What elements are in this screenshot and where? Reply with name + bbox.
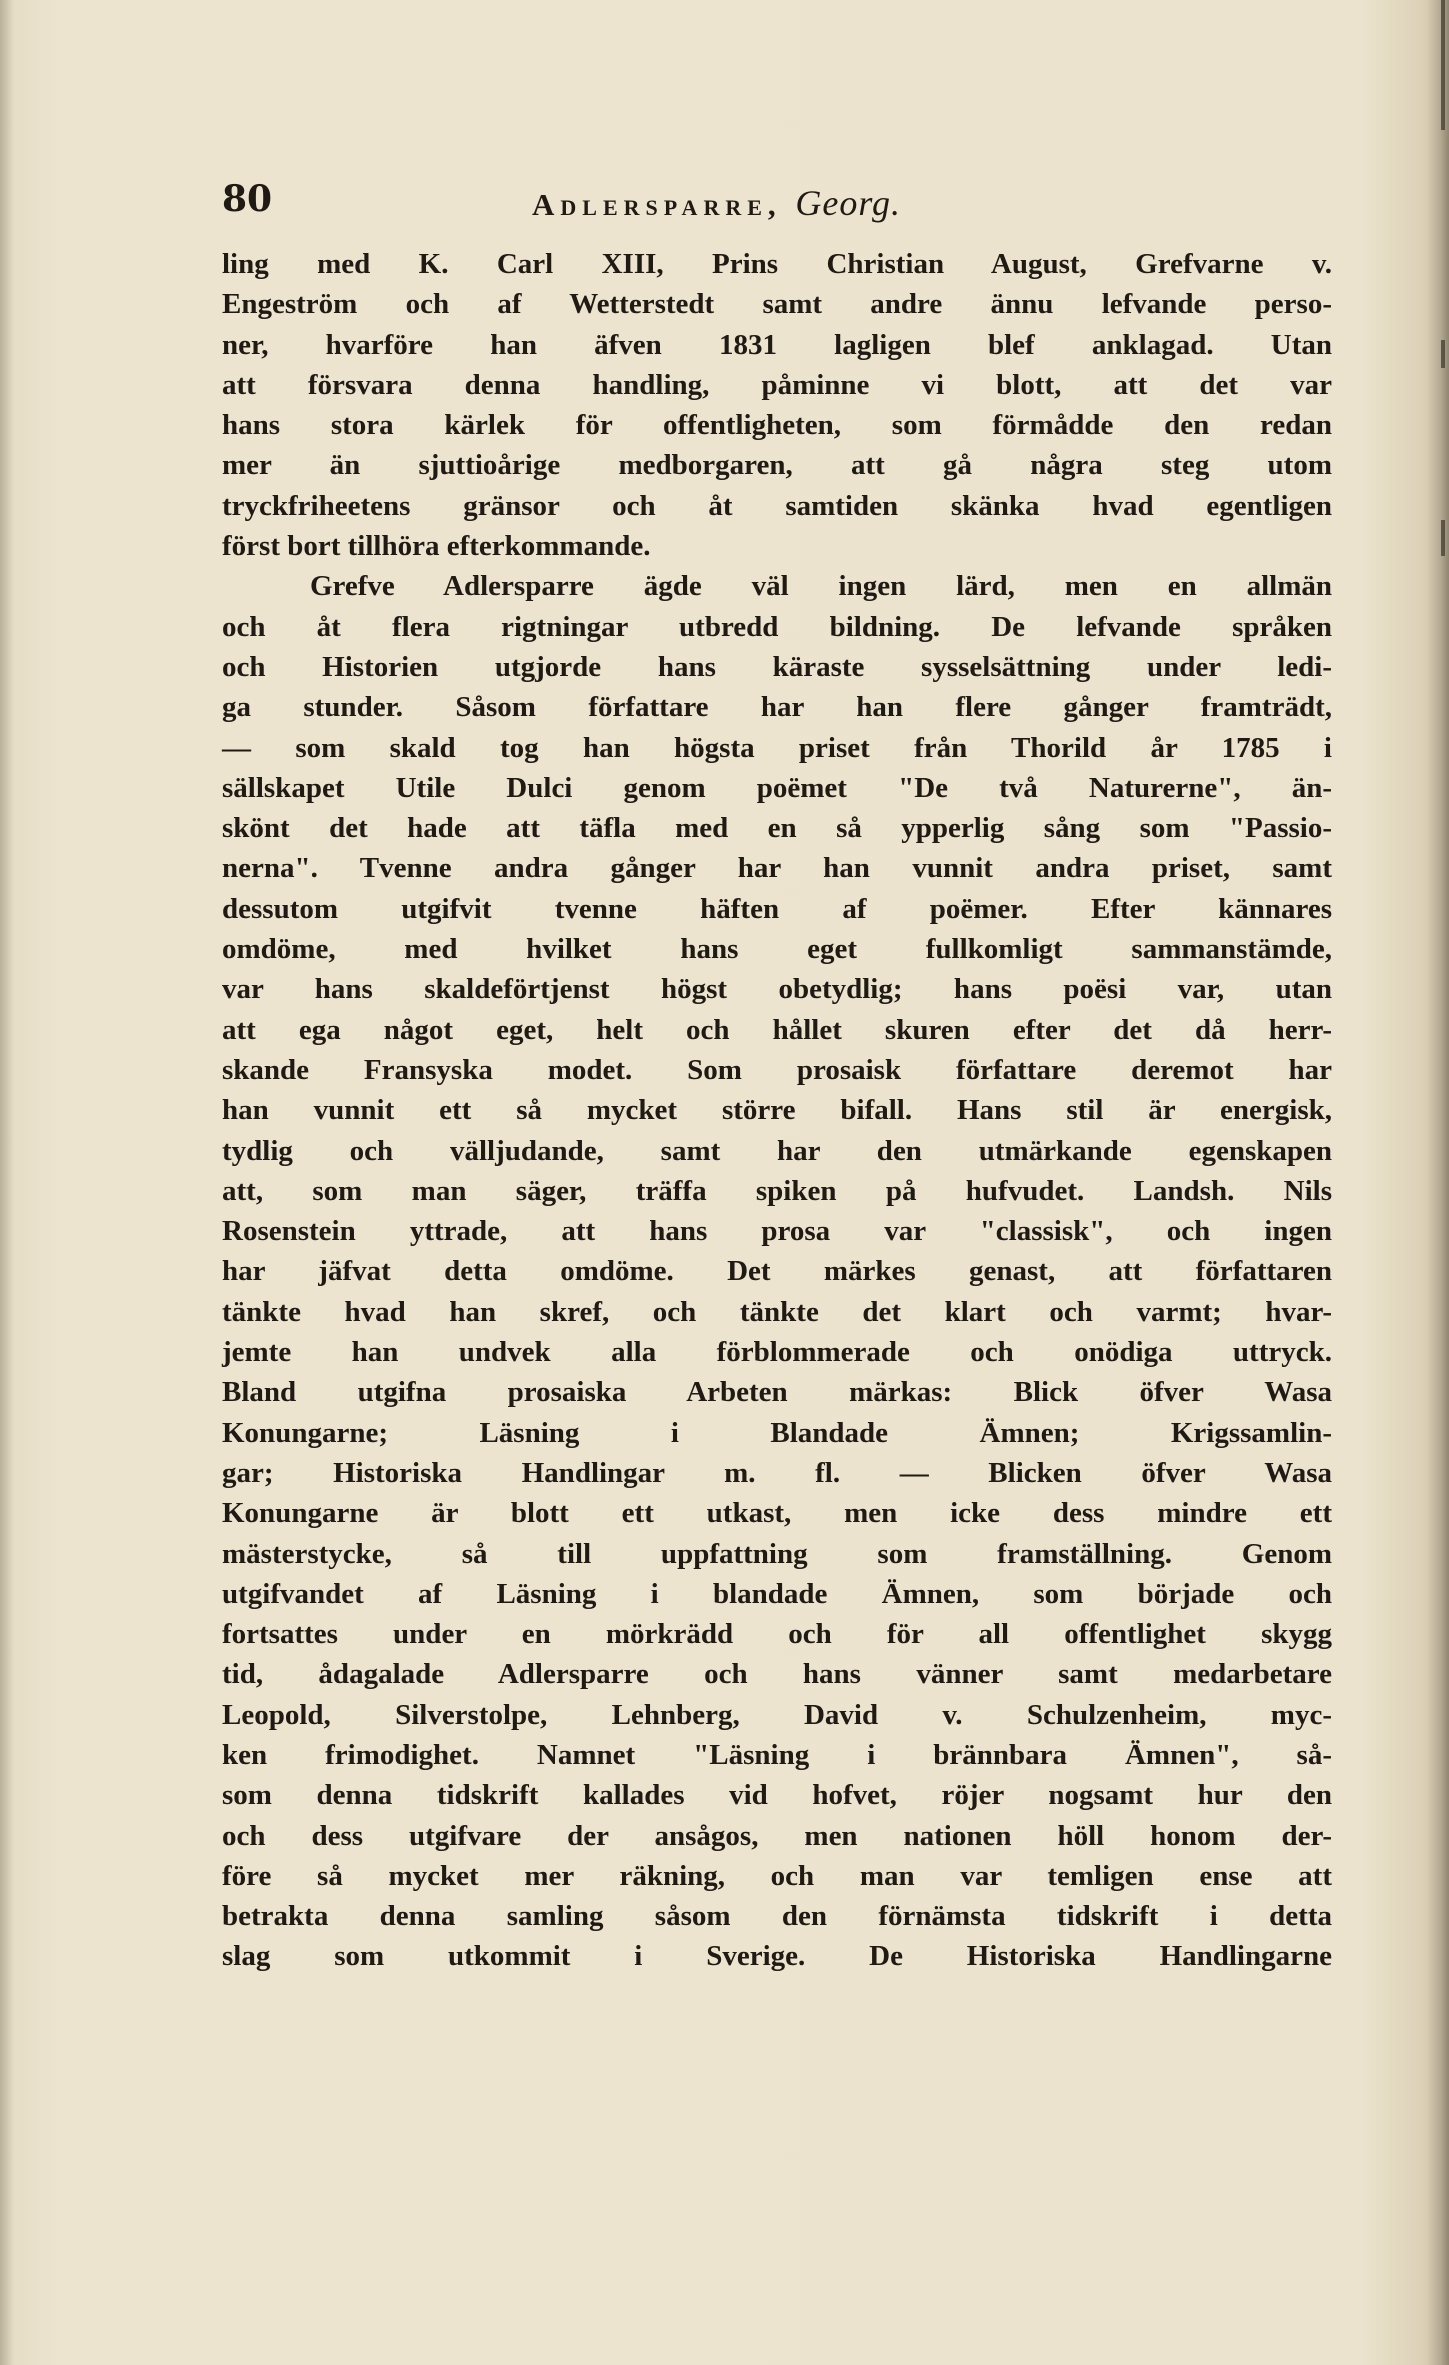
text-line: nerna". Tvenne andra gånger har han vunnit andra priset, samt	[222, 852, 1332, 885]
running-head-name: Adlersparre,	[532, 187, 782, 222]
text-line: tydlig och välljudande, samt har den utmärkande egenskapen	[222, 1134, 1332, 1167]
text-line: Rosenstein yttrade, att hans prosa var "classisk", och ingen	[222, 1215, 1332, 1248]
text-line: först bort tillhöra efterkommande.	[222, 530, 651, 563]
text-line: han vunnit ett så mycket större bifall. Hans stil är energisk,	[222, 1094, 1332, 1127]
text-line: skönt det hade att täfla med en så ypperlig sång som "Passio-	[222, 812, 1332, 845]
page-right-shadow	[1427, 0, 1449, 2365]
text-line: dessutom utgifvit tvenne häften af poëmer. Efter kännares	[222, 892, 1332, 925]
text-line: att försvara denna handling, påminne vi blott, att det var	[222, 368, 1332, 401]
text-line: ling med K. Carl XIII, Prins Christian August, Grefvarne v.	[222, 248, 1332, 280]
text-line: före så mycket mer räkning, och man var temligen ense att	[222, 1859, 1332, 1892]
running-head	[532, 182, 901, 224]
text-line: hans stora kärlek för offentligheten, som förmådde den redan	[222, 409, 1332, 442]
text-line: som denna tidskrift kallades vid hofvet, röjer nogsamt hur den	[222, 1779, 1332, 1812]
text-line: gar; Historiska Handlingar m. fl. — Blicken öfver Wasa	[222, 1456, 1332, 1489]
text-line: utgifvandet af Läsning i blandade Ämnen, som började och	[222, 1577, 1332, 1610]
text-line: tänkte hvad han skref, och tänkte det klart och varmt; hvar-	[222, 1295, 1332, 1328]
text-line: skande Fransyska modet. Som prosaisk författare deremot har	[222, 1053, 1332, 1086]
text-line: mästerstycke, så till uppfattning som framställning. Genom	[222, 1537, 1332, 1570]
text-line: Grefve Adlersparre ägde väl ingen lärd, men en allmän	[310, 570, 1332, 603]
text-line: jemte han undvek alla förblommerade och onödiga uttryck.	[222, 1336, 1332, 1369]
text-line: att, som man säger, träffa spiken på hufvudet. Landsh. Nils	[222, 1174, 1332, 1207]
text-line: har jäfvat detta omdöme. Det märkes genast, att författaren	[222, 1255, 1332, 1288]
text-line: att ega något eget, helt och hållet skuren efter det då herr-	[222, 1013, 1332, 1046]
running-head-forename: Georg.	[795, 183, 902, 223]
text-line: ken frimodighet. Namnet "Läsning i brännbara Ämnen", så-	[222, 1738, 1332, 1771]
text-line: Engeström och af Wetterstedt samt andre ännu lefvande perso-	[222, 288, 1332, 321]
text-line: och åt flera rigtningar utbredd bildning. De lefvande språken	[222, 610, 1332, 643]
text-line: Bland utgifna prosaiska Arbeten märkas: Blick öfver Wasa	[222, 1376, 1332, 1409]
text-line: sällskapet Utile Dulci genom poëmet "De två Naturerne", än-	[222, 771, 1332, 804]
text-line: betrakta denna samling såsom den förnämsta tidskrift i detta	[222, 1900, 1332, 1933]
page-header	[222, 178, 1332, 234]
text-line: mer än sjuttioårige medborgaren, att gå några steg utom	[222, 449, 1332, 482]
page-number: 80	[222, 178, 273, 220]
text-line: Leopold, Silverstolpe, Lehnberg, David v. Schulzenheim, myc-	[222, 1698, 1332, 1731]
text-line: Konungarne; Läsning i Blandade Ämnen; Krigssamlin-	[222, 1416, 1332, 1449]
margin-mark	[1441, 520, 1445, 556]
text-line: var hans skaldeförtjenst högst obetydlig; hans poësi var, utan	[222, 973, 1332, 1006]
text-line: omdöme, med hvilket hans eget fullkomligt sammanstämde,	[222, 933, 1332, 966]
text-line: ga stunder. Såsom författare har han flere gånger framträdt,	[222, 691, 1332, 724]
text-line: ner, hvarföre han äfven 1831 lagligen blef anklagad. Utan	[222, 328, 1332, 361]
text-line: Konungarne är blott ett utkast, men icke dess mindre ett	[222, 1497, 1332, 1530]
text-line: tid, ådagalade Adlersparre och hans vänner samt medarbetare	[222, 1658, 1332, 1691]
page-left-shadow	[0, 0, 14, 2365]
text-line: fortsattes under en mörkrädd och för all offentlighet skygg	[222, 1618, 1332, 1651]
text-line: slag som utkommit i Sverige. De Historiska Handlingarne	[222, 1940, 1332, 1973]
margin-mark	[1441, 340, 1445, 368]
text-line: — som skald tog han högsta priset från Thorild år 1785 i	[222, 731, 1332, 764]
margin-mark	[1441, 0, 1445, 130]
text-line: tryckfriheetens gränsor och åt samtiden skänka hvad egentligen	[222, 489, 1332, 522]
text-line: och dess utgifvare der ansågos, men nationen höll honom der-	[222, 1819, 1332, 1852]
body-text	[222, 244, 1332, 1977]
text-line: och Historien utgjorde hans käraste sysselsättning under ledi-	[222, 650, 1332, 683]
